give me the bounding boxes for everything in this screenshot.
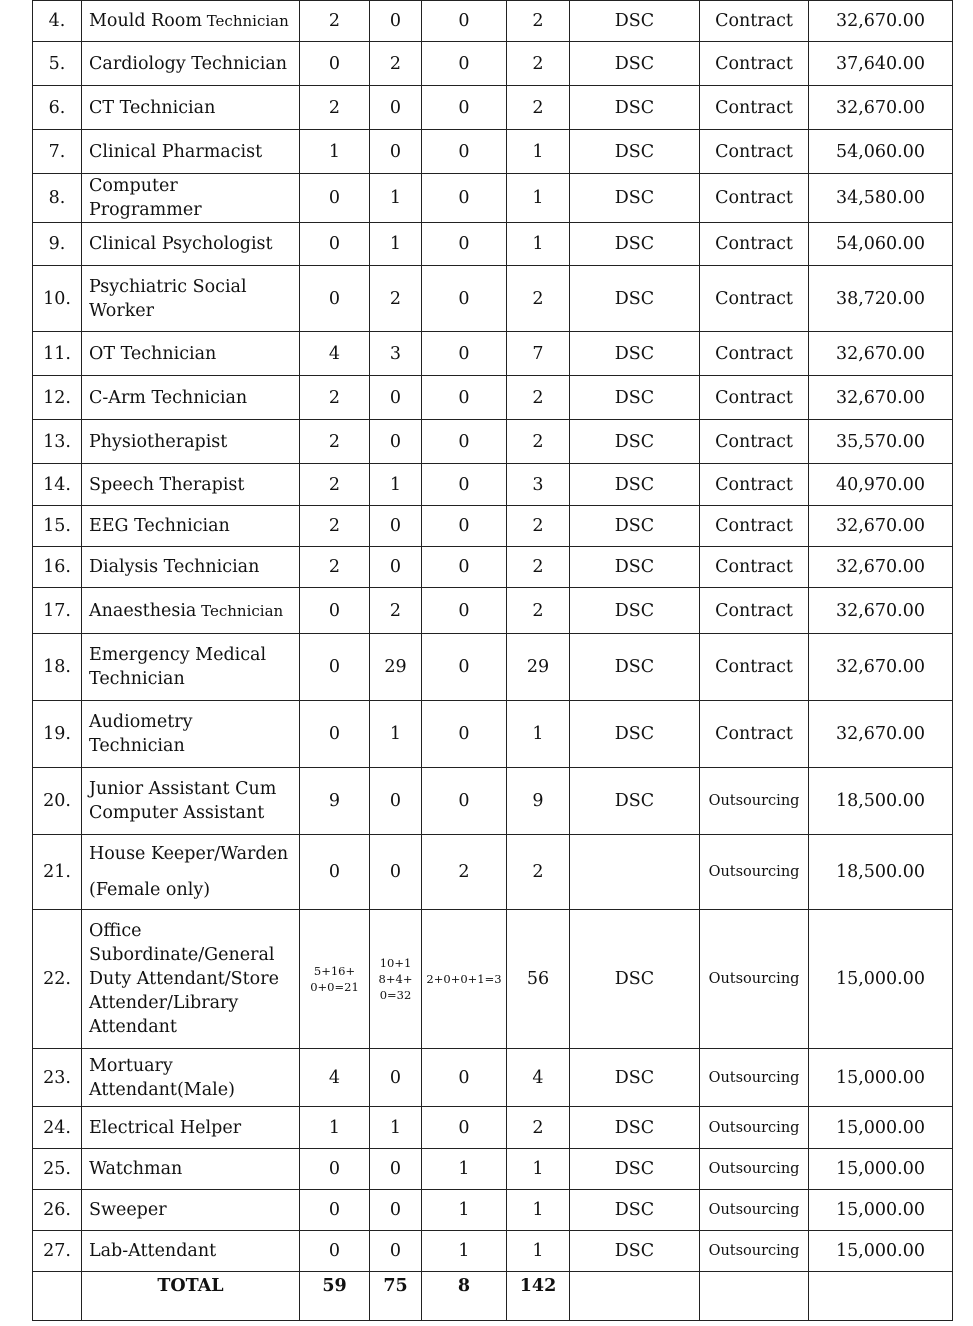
serial-number: 14. xyxy=(33,464,82,506)
agency: DSC xyxy=(570,547,700,588)
count-c: 1 xyxy=(422,1190,507,1231)
count-b: 0 xyxy=(370,130,422,174)
serial-number: 20. xyxy=(33,768,82,835)
count-total: 2 xyxy=(507,266,570,332)
serial-number: 21. xyxy=(33,835,82,910)
post-name-text: Dialysis Technician xyxy=(89,557,260,577)
serial-number: 13. xyxy=(33,420,82,464)
engagement-mode: Outsourcing xyxy=(700,910,809,1049)
serial-number: 18. xyxy=(33,634,82,701)
pay-amount: 15,000.00 xyxy=(809,1190,953,1231)
post-name xyxy=(82,1149,300,1190)
post-name-line: Office xyxy=(89,921,142,941)
post-name xyxy=(82,42,300,86)
count-a: 0 xyxy=(300,1190,370,1231)
count-a: 2 xyxy=(300,464,370,506)
count-a: 2 xyxy=(300,376,370,420)
agency: DSC xyxy=(570,1,700,42)
table-row xyxy=(33,835,953,910)
post-name xyxy=(82,376,300,420)
count-total: 29 xyxy=(507,634,570,701)
serial-number: 19. xyxy=(33,701,82,768)
post-name-line: Technician xyxy=(89,736,185,756)
count-a: 1 xyxy=(300,130,370,174)
engagement-mode: Outsourcing xyxy=(700,768,809,835)
engagement-mode: Contract xyxy=(700,547,809,588)
agency: DSC xyxy=(570,266,700,332)
total-empty-cell xyxy=(700,1272,809,1321)
post-name-text: Clinical Psychologist xyxy=(89,234,273,254)
agency: DSC xyxy=(570,464,700,506)
post-name xyxy=(82,266,300,332)
post-name xyxy=(82,768,300,835)
engagement-mode: Contract xyxy=(700,42,809,86)
post-name xyxy=(82,332,300,376)
engagement-mode: Outsourcing xyxy=(700,1190,809,1231)
post-name-line: (Female only) xyxy=(89,880,211,900)
count-c: 0 xyxy=(422,768,507,835)
agency: DSC xyxy=(570,1107,700,1149)
count-a: 0 xyxy=(300,174,370,223)
count-b: 0 xyxy=(370,506,422,547)
agency xyxy=(570,835,700,910)
pay-amount: 37,640.00 xyxy=(809,42,953,86)
post-name-line: Junior Assistant Cum xyxy=(89,779,277,799)
total-b: 75 xyxy=(370,1272,422,1321)
table-row xyxy=(33,1231,953,1272)
table-row xyxy=(33,701,953,768)
count-a: 0 xyxy=(300,1231,370,1272)
table-row xyxy=(33,266,953,332)
count-b: 0 xyxy=(370,768,422,835)
serial-number: 7. xyxy=(33,130,82,174)
post-name xyxy=(82,420,300,464)
serial-number: 25. xyxy=(33,1149,82,1190)
count-a: 2 xyxy=(300,86,370,130)
count-total: 2 xyxy=(507,420,570,464)
table-row xyxy=(33,420,953,464)
pay-amount: 32,670.00 xyxy=(809,588,953,634)
agency: DSC xyxy=(570,376,700,420)
serial-number: 5. xyxy=(33,42,82,86)
table-row xyxy=(33,768,953,835)
agency: DSC xyxy=(570,1149,700,1190)
post-name xyxy=(82,835,300,910)
count-b: 0 xyxy=(370,1049,422,1107)
agency: DSC xyxy=(570,1049,700,1107)
table-row xyxy=(33,910,953,1049)
engagement-mode: Contract xyxy=(700,130,809,174)
count-total: 2 xyxy=(507,376,570,420)
engagement-mode: Contract xyxy=(700,464,809,506)
count-c: 0 xyxy=(422,506,507,547)
post-name-line: Attendant xyxy=(89,1017,177,1037)
table-row xyxy=(33,506,953,547)
count-total: 56 xyxy=(507,910,570,1049)
engagement-mode: Outsourcing xyxy=(700,1231,809,1272)
count-a xyxy=(300,910,370,1049)
count-b: 2 xyxy=(370,266,422,332)
table-row xyxy=(33,174,953,223)
pay-amount: 38,720.00 xyxy=(809,266,953,332)
pay-amount: 18,500.00 xyxy=(809,835,953,910)
engagement-mode: Contract xyxy=(700,420,809,464)
count-c: 0 xyxy=(422,701,507,768)
count-b: 0 xyxy=(370,547,422,588)
serial-number: 15. xyxy=(33,506,82,547)
count-c: 0 xyxy=(422,1,507,42)
post-name-line: Technician xyxy=(89,669,185,689)
count-a: 0 xyxy=(300,42,370,86)
count-c: 0 xyxy=(422,464,507,506)
count-a: 4 xyxy=(300,332,370,376)
post-name xyxy=(82,1049,300,1107)
post-name-text: C-Arm Technician xyxy=(89,387,248,408)
count-b: 0 xyxy=(370,1149,422,1190)
post-name-line: Attendant(Male) xyxy=(89,1079,235,1100)
pay-amount: 54,060.00 xyxy=(809,130,953,174)
count-a-line: 5+16+ xyxy=(313,964,356,978)
pay-amount: 54,060.00 xyxy=(809,223,953,266)
serial-number: 11. xyxy=(33,332,82,376)
post-name xyxy=(82,910,300,1049)
agency: DSC xyxy=(570,1190,700,1231)
pay-amount: 32,670.00 xyxy=(809,332,953,376)
post-name-suffix: Technician xyxy=(196,601,284,620)
count-total: 2 xyxy=(507,506,570,547)
total-empty-cell xyxy=(570,1272,700,1321)
post-name xyxy=(82,1231,300,1272)
count-total: 9 xyxy=(507,768,570,835)
pay-amount: 15,000.00 xyxy=(809,1231,953,1272)
agency: DSC xyxy=(570,1231,700,1272)
count-a: 9 xyxy=(300,768,370,835)
pay-amount: 15,000.00 xyxy=(809,1149,953,1190)
count-total: 2 xyxy=(507,1107,570,1149)
engagement-mode: Contract xyxy=(700,332,809,376)
post-name-text: OT Technician xyxy=(89,343,217,364)
pay-amount: 18,500.00 xyxy=(809,768,953,835)
count-c xyxy=(422,910,507,1049)
count-total: 3 xyxy=(507,464,570,506)
agency: DSC xyxy=(570,42,700,86)
total-label: TOTAL xyxy=(82,1272,300,1321)
count-c: 0 xyxy=(422,174,507,223)
count-c: 0 xyxy=(422,588,507,634)
post-name xyxy=(82,506,300,547)
agency: DSC xyxy=(570,86,700,130)
post-name-line: Attender/Library xyxy=(89,993,239,1013)
count-b: 1 xyxy=(370,174,422,223)
count-b: 29 xyxy=(370,634,422,701)
pay-amount: 32,670.00 xyxy=(809,86,953,130)
pay-amount: 15,000.00 xyxy=(809,1107,953,1149)
engagement-mode: Outsourcing xyxy=(700,1049,809,1107)
total-empty-cell xyxy=(809,1272,953,1321)
count-c: 0 xyxy=(422,547,507,588)
pay-amount: 15,000.00 xyxy=(809,1049,953,1107)
post-name-line: Audiometry xyxy=(89,712,193,732)
engagement-mode: Outsourcing xyxy=(700,835,809,910)
pay-amount: 34,580.00 xyxy=(809,174,953,223)
table-row xyxy=(33,1149,953,1190)
count-b: 1 xyxy=(370,1107,422,1149)
post-name xyxy=(82,547,300,588)
post-name xyxy=(82,130,300,174)
count-total: 1 xyxy=(507,1231,570,1272)
engagement-mode: Contract xyxy=(700,1,809,42)
pay-amount: 35,570.00 xyxy=(809,420,953,464)
post-name-line: Worker xyxy=(89,300,155,321)
count-c: 0 xyxy=(422,130,507,174)
count-c: 1 xyxy=(422,1149,507,1190)
post-name xyxy=(82,634,300,701)
serial-number: 22. xyxy=(33,910,82,1049)
post-name-line: Duty Attendant/Store xyxy=(89,969,279,989)
post-name xyxy=(82,86,300,130)
count-b: 2 xyxy=(370,42,422,86)
table-row xyxy=(33,1,953,42)
pay-amount: 32,670.00 xyxy=(809,634,953,701)
count-a: 2 xyxy=(300,547,370,588)
serial-number: 4. xyxy=(33,1,82,42)
agency: DSC xyxy=(570,130,700,174)
agency: DSC xyxy=(570,701,700,768)
table-row xyxy=(33,464,953,506)
count-b-line: 0=32 xyxy=(379,988,412,1002)
count-c: 0 xyxy=(422,223,507,266)
count-total: 2 xyxy=(507,86,570,130)
post-name xyxy=(82,174,300,223)
count-total: 1 xyxy=(507,1149,570,1190)
serial-number: 10. xyxy=(33,266,82,332)
engagement-mode: Contract xyxy=(700,86,809,130)
post-name-text: Electrical Helper xyxy=(89,1117,242,1138)
count-a: 1 xyxy=(300,1107,370,1149)
serial-number: 16. xyxy=(33,547,82,588)
table-row xyxy=(33,130,953,174)
table-row xyxy=(33,223,953,266)
engagement-mode: Contract xyxy=(700,634,809,701)
post-name-line: House Keeper/Warden xyxy=(89,844,289,864)
post-name-text: Anaesthesia xyxy=(89,600,197,621)
count-total: 2 xyxy=(507,547,570,588)
count-b: 0 xyxy=(370,1190,422,1231)
table-row xyxy=(33,588,953,634)
count-a: 0 xyxy=(300,1149,370,1190)
table-row xyxy=(33,1107,953,1149)
post-name-text: Computer Programmer xyxy=(89,176,202,220)
count-c: 0 xyxy=(422,634,507,701)
agency: DSC xyxy=(570,174,700,223)
post-name xyxy=(82,588,300,634)
total-c: 8 xyxy=(422,1272,507,1321)
post-name-line: Subordinate/General xyxy=(89,945,275,965)
post-name xyxy=(82,464,300,506)
pay-amount: 15,000.00 xyxy=(809,910,953,1049)
count-c: 0 xyxy=(422,1049,507,1107)
agency: DSC xyxy=(570,768,700,835)
count-b xyxy=(370,910,422,1049)
table-row xyxy=(33,547,953,588)
table-row xyxy=(33,634,953,701)
engagement-mode: Contract xyxy=(700,588,809,634)
agency: DSC xyxy=(570,332,700,376)
count-b: 2 xyxy=(370,588,422,634)
count-c: 0 xyxy=(422,376,507,420)
post-name-text: Physiotherapist xyxy=(89,431,228,452)
serial-number: 24. xyxy=(33,1107,82,1149)
count-b: 1 xyxy=(370,464,422,506)
engagement-mode: Contract xyxy=(700,266,809,332)
engagement-mode: Outsourcing xyxy=(700,1107,809,1149)
serial-number: 17. xyxy=(33,588,82,634)
count-b: 0 xyxy=(370,1231,422,1272)
table-row xyxy=(33,1049,953,1107)
count-total: 1 xyxy=(507,701,570,768)
table-row xyxy=(33,86,953,130)
engagement-mode: Contract xyxy=(700,174,809,223)
engagement-mode: Contract xyxy=(700,506,809,547)
count-a: 0 xyxy=(300,588,370,634)
serial-number: 27. xyxy=(33,1231,82,1272)
count-total: 1 xyxy=(507,174,570,223)
count-a: 0 xyxy=(300,266,370,332)
table-row xyxy=(33,376,953,420)
agency: DSC xyxy=(570,910,700,1049)
post-name-text: Cardiology Technician xyxy=(89,53,288,74)
count-a: 4 xyxy=(300,1049,370,1107)
engagement-mode: Contract xyxy=(700,701,809,768)
count-a: 2 xyxy=(300,1,370,42)
count-a-line: 0+0=21 xyxy=(310,980,359,994)
count-c: 0 xyxy=(422,86,507,130)
agency: DSC xyxy=(570,506,700,547)
post-name xyxy=(82,1,300,42)
post-name xyxy=(82,701,300,768)
count-total: 2 xyxy=(507,588,570,634)
table-row xyxy=(33,1190,953,1231)
count-b-line: 8+4+ xyxy=(378,972,413,986)
serial-number: 12. xyxy=(33,376,82,420)
post-name-text: Sweeper xyxy=(89,1200,167,1220)
count-c: 0 xyxy=(422,266,507,332)
count-c-value: 2+0+0+1=3 xyxy=(426,972,502,986)
agency: DSC xyxy=(570,634,700,701)
count-b: 3 xyxy=(370,332,422,376)
count-b: 0 xyxy=(370,376,422,420)
post-name-text: Lab-Attendant xyxy=(89,1241,217,1261)
post-name-text: EEG Technician xyxy=(89,516,230,536)
count-a: 0 xyxy=(300,835,370,910)
count-total: 2 xyxy=(507,1,570,42)
count-c: 0 xyxy=(422,42,507,86)
total-empty-cell xyxy=(33,1272,82,1321)
serial-number: 9. xyxy=(33,223,82,266)
post-name-line: Emergency Medical xyxy=(89,645,267,665)
count-a: 0 xyxy=(300,634,370,701)
count-total: 2 xyxy=(507,42,570,86)
post-name xyxy=(82,1190,300,1231)
total-total: 142 xyxy=(507,1272,570,1321)
post-name-line: Computer Assistant xyxy=(89,803,265,823)
count-b: 0 xyxy=(370,420,422,464)
count-c: 0 xyxy=(422,1107,507,1149)
post-name-text: Watchman xyxy=(89,1159,183,1179)
engagement-mode: Outsourcing xyxy=(700,1149,809,1190)
post-name xyxy=(82,223,300,266)
count-c: 0 xyxy=(422,332,507,376)
count-b: 0 xyxy=(370,86,422,130)
serial-number: 6. xyxy=(33,86,82,130)
count-total: 4 xyxy=(507,1049,570,1107)
count-b: 0 xyxy=(370,835,422,910)
table-row xyxy=(33,332,953,376)
serial-number: 23. xyxy=(33,1049,82,1107)
total-a: 59 xyxy=(300,1272,370,1321)
agency: DSC xyxy=(570,420,700,464)
total-row xyxy=(33,1272,953,1321)
count-total: 1 xyxy=(507,1190,570,1231)
agency: DSC xyxy=(570,588,700,634)
count-a: 0 xyxy=(300,701,370,768)
count-b-line: 10+1 xyxy=(379,956,412,970)
post-name-text: Clinical Pharmacist xyxy=(89,141,263,162)
post-name xyxy=(82,1107,300,1149)
post-name-line: Psychiatric Social xyxy=(89,276,247,297)
count-c: 1 xyxy=(422,1231,507,1272)
post-name-suffix: Technician xyxy=(201,12,289,30)
count-b: 0 xyxy=(370,1,422,42)
count-b: 1 xyxy=(370,701,422,768)
engagement-mode: Contract xyxy=(700,223,809,266)
post-name-text: CT Technician xyxy=(89,97,216,118)
table-row xyxy=(33,42,953,86)
pay-amount: 40,970.00 xyxy=(809,464,953,506)
count-total: 2 xyxy=(507,835,570,910)
count-c: 2 xyxy=(422,835,507,910)
count-b: 1 xyxy=(370,223,422,266)
pay-amount: 32,670.00 xyxy=(809,376,953,420)
pay-amount: 32,670.00 xyxy=(809,701,953,768)
post-name-line: Mortuary xyxy=(89,1055,173,1076)
post-name-text: Speech Therapist xyxy=(89,474,245,495)
serial-number: 8. xyxy=(33,174,82,223)
count-total: 7 xyxy=(507,332,570,376)
pay-amount: 32,670.00 xyxy=(809,506,953,547)
count-a: 2 xyxy=(300,420,370,464)
count-total: 1 xyxy=(507,223,570,266)
pay-amount: 32,670.00 xyxy=(809,1,953,42)
posts-table xyxy=(32,0,953,1321)
count-c: 0 xyxy=(422,420,507,464)
agency: DSC xyxy=(570,223,700,266)
count-a: 2 xyxy=(300,506,370,547)
post-name-text: Mould Room xyxy=(89,11,202,31)
pay-amount: 32,670.00 xyxy=(809,547,953,588)
count-a: 0 xyxy=(300,223,370,266)
count-total: 1 xyxy=(507,130,570,174)
engagement-mode: Contract xyxy=(700,376,809,420)
serial-number: 26. xyxy=(33,1190,82,1231)
